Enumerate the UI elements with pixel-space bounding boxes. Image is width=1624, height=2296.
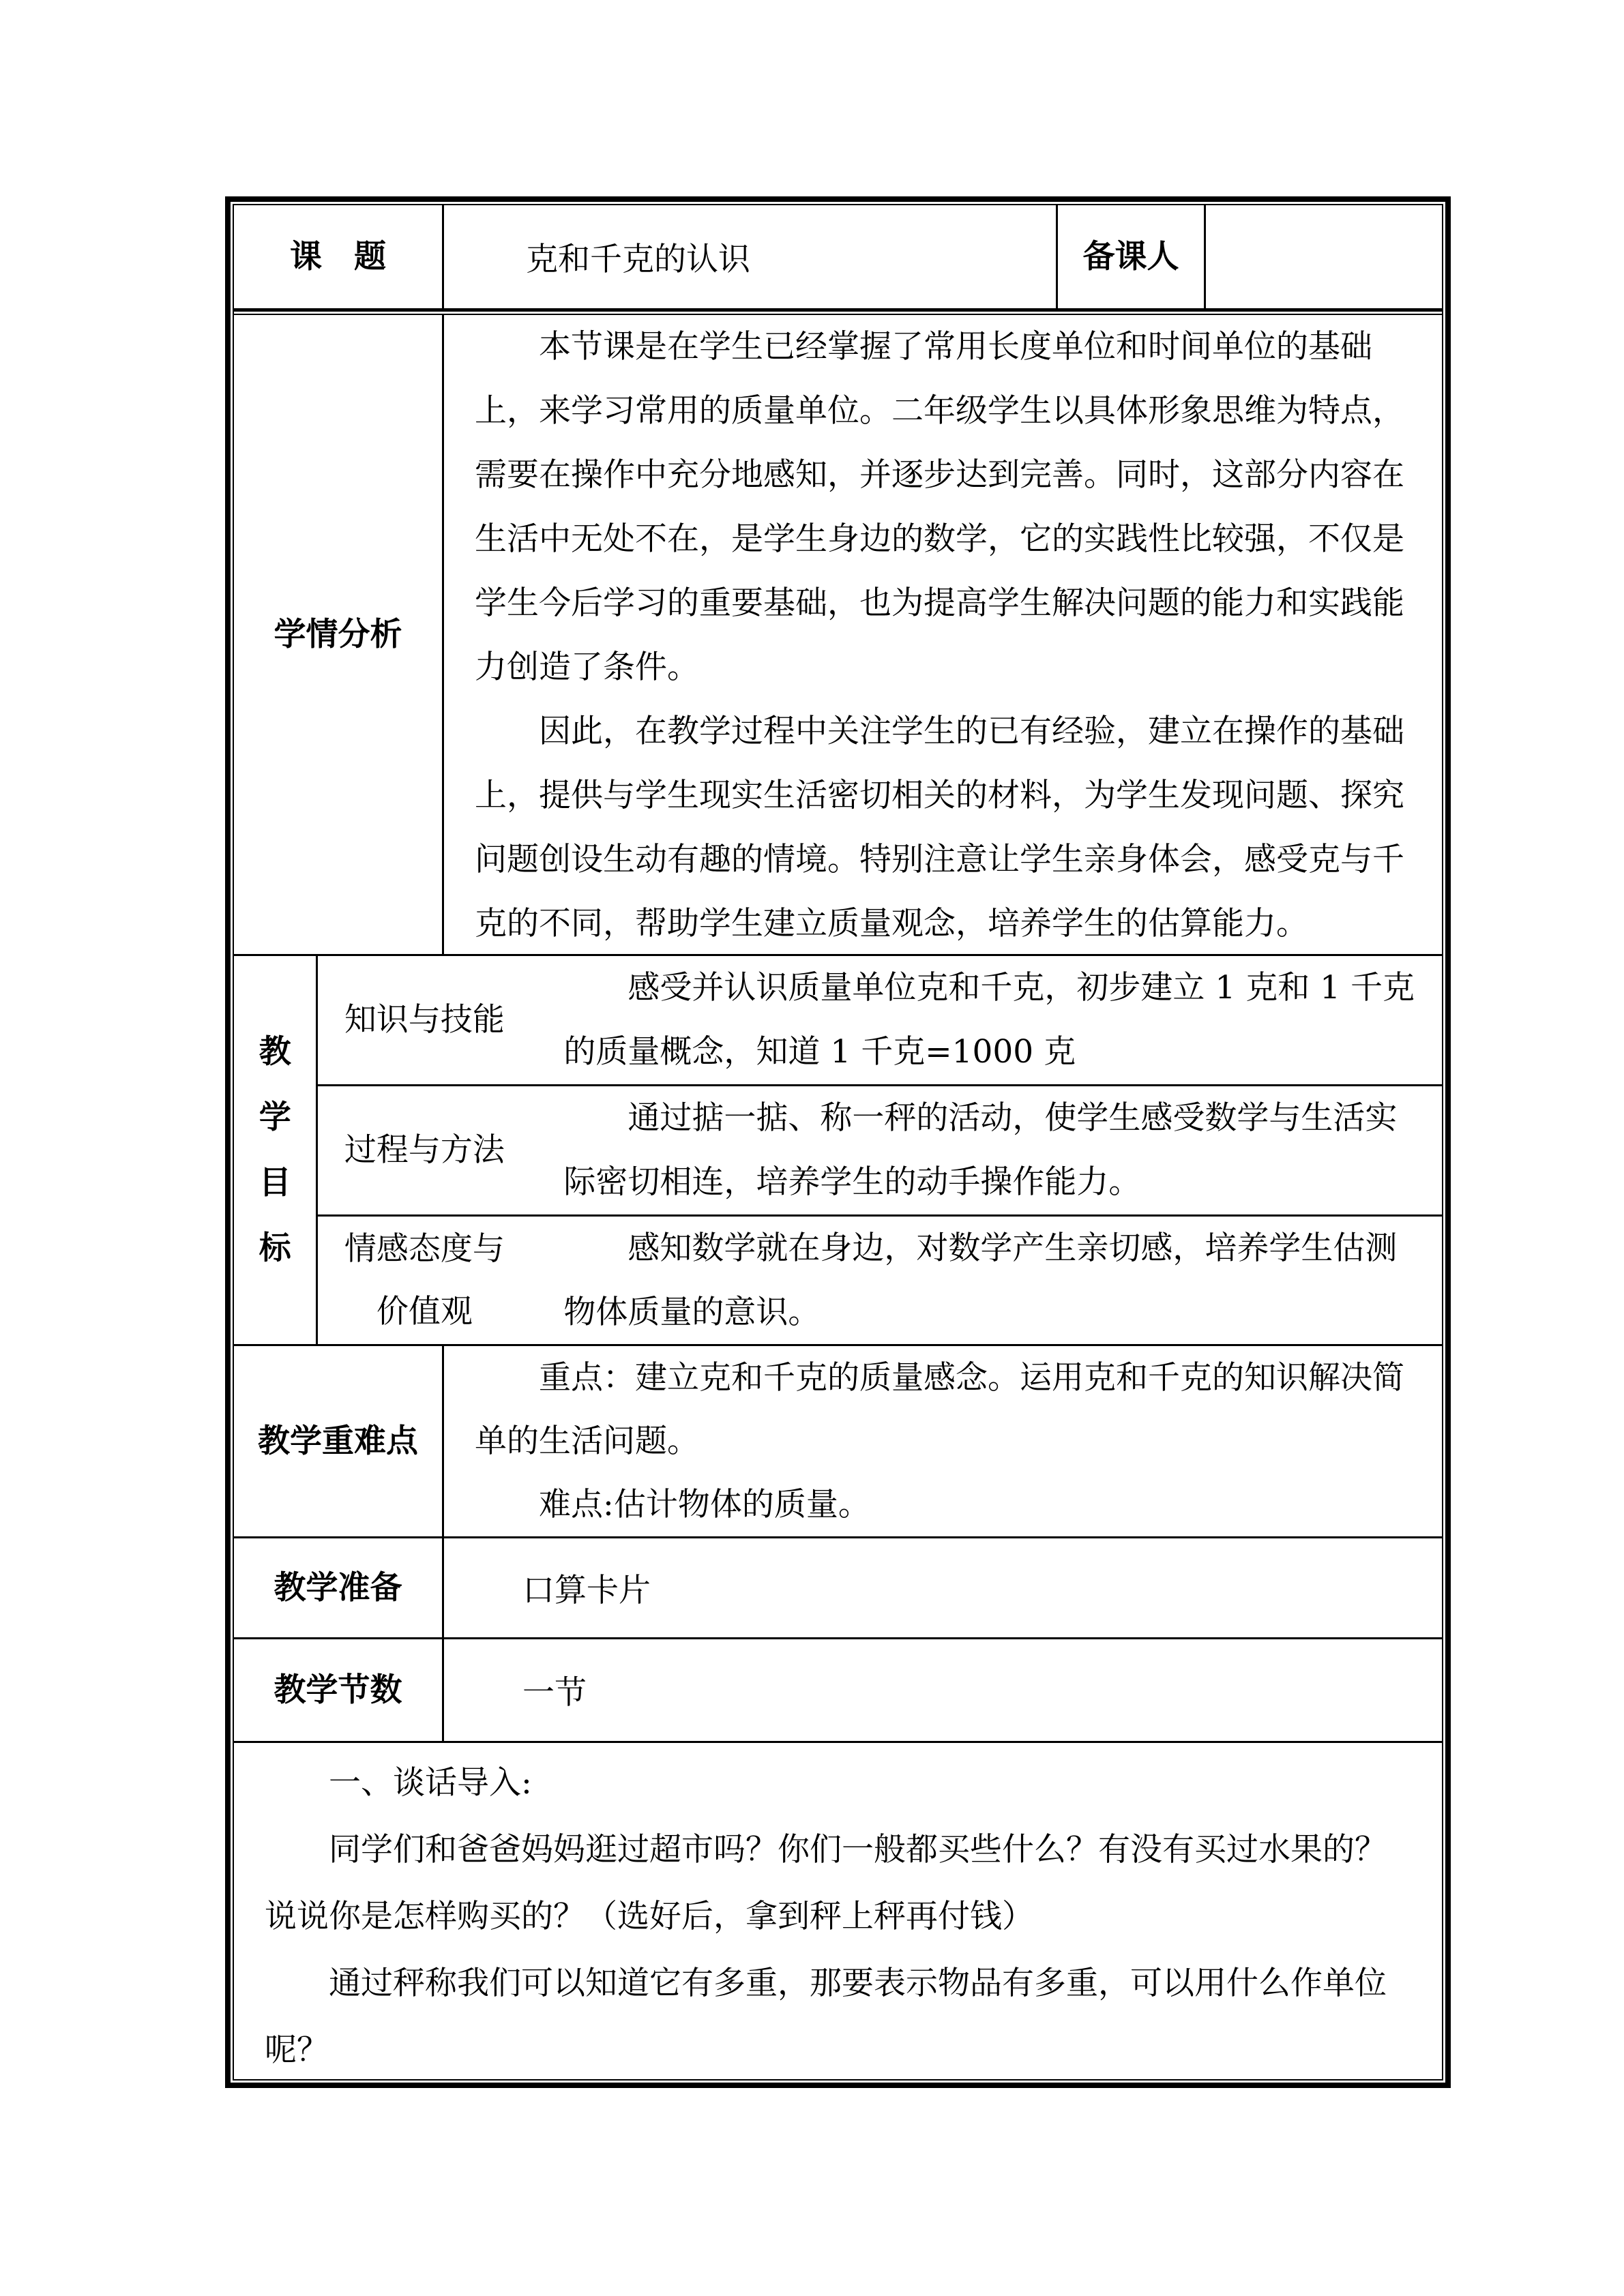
learner-analysis-line: 上，来学习常用的质量单位。二年级学生以具体形象思维为特点，: [475, 392, 1404, 430]
objective-content-line: 感知数学就在身边，对数学产生亲切感，培养学生估测: [628, 1229, 1398, 1267]
objective-label-line: 情感态度与: [344, 1230, 505, 1268]
row-learner-analysis: [234, 315, 1442, 956]
key-points-line: 难点:估计物体的质量。: [539, 1486, 870, 1523]
topic-value: 克和千克的认识: [444, 205, 1058, 308]
objective-label: [318, 1086, 531, 1214]
learner-analysis-line: 上，提供与学生现实生活密切相关的材料，为学生发现问题、探究: [475, 777, 1404, 814]
learner-analysis-line: 因此，在教学过程中关注学生的已有经验，建立在操作的基础: [539, 713, 1404, 750]
objective-label-line: 知识与技能: [344, 1001, 505, 1039]
lesson-intro-line: 说说你是怎样购买的？（选好后，拿到秤上秤再付钱）: [265, 1898, 1034, 1935]
teaching-objectives-label-char: 学: [259, 1098, 291, 1136]
objective-content-line: 物体质量的意识。: [563, 1294, 821, 1331]
row-lesson-intro: [234, 1743, 1442, 2084]
objective-row-process-method: [318, 1086, 1442, 1217]
objective-content: [531, 956, 1442, 1084]
lesson-intro-content: [234, 1743, 1442, 2084]
objective-content-line: 通过掂一掂、称一秤的活动，使学生感受数学与生活实: [628, 1099, 1398, 1137]
learner-analysis-line: 力创造了条件。: [475, 648, 699, 686]
objective-content-line: 感受并认识质量单位克和千克，初步建立 1 克和 1 千克: [628, 969, 1415, 1007]
objective-content-line: 际密切相连，培养学生的动手操作能力。: [563, 1163, 1141, 1201]
teaching-objectives-rows: [318, 956, 1442, 1344]
key-points-label: 教学重难点: [234, 1346, 444, 1536]
row-topic: [234, 205, 1442, 312]
row-teaching-objectives: [234, 956, 1442, 1346]
objective-row-knowledge-skills: [318, 956, 1442, 1086]
objective-row-emotion-values: [318, 1217, 1442, 1345]
learner-analysis-line: 问题创设生动有趣的情境。特别注意让学生亲身体会，感受克与千: [475, 841, 1404, 878]
row-sessions: [234, 1639, 1442, 1743]
key-points-content: [444, 1346, 1442, 1536]
objective-content: [531, 1086, 1442, 1214]
learner-analysis-line: 生活中无处不在，是学生身边的数学，它的实践性比较强，不仅是: [475, 520, 1404, 558]
learner-analysis-label: 学情分析: [234, 315, 444, 954]
objective-label: [318, 1217, 531, 1345]
sessions-label: 教学节数: [234, 1639, 444, 1741]
preparer-value: [1206, 205, 1442, 308]
learner-analysis-line: 本节课是在学生已经掌握了常用长度单位和时间单位的基础: [539, 328, 1372, 366]
lesson-intro-line: 呢？: [265, 2031, 329, 2069]
teaching-objectives-label: [234, 956, 318, 1344]
topic-label: 课 题: [234, 205, 444, 308]
lesson-plan-table: [225, 196, 1451, 2088]
lesson-intro-line: 一、谈话导入:: [329, 1764, 532, 1802]
lesson-plan-table-inner: [233, 204, 1443, 2081]
preparer-label: 备课人: [1058, 205, 1206, 308]
learner-analysis-line: 需要在操作中充分地感知，并逐步达到完善。同时，这部分内容在: [475, 456, 1404, 494]
objective-content: [531, 1217, 1442, 1345]
learner-analysis-line: 克的不同，帮助学生建立质量观念，培养学生的估算能力。: [475, 905, 1308, 942]
objective-label-line: 价值观: [376, 1293, 473, 1330]
lesson-intro-line: 通过秤称我们可以知道它有多重，那要表示物品有多重，可以用什么作单位: [329, 1965, 1387, 2002]
sessions-value: 一节: [522, 1674, 587, 1712]
teaching-objectives-label-char: 教: [259, 1032, 291, 1071]
preparation-value: 口算卡片: [522, 1572, 651, 1609]
objective-content-line: 的质量概念，知道 1 千克=1000 克: [563, 1033, 1076, 1071]
learner-analysis-content: [444, 315, 1442, 954]
row-key-points: [234, 1346, 1442, 1538]
row-preparation: [234, 1538, 1442, 1639]
objective-label: [318, 956, 531, 1084]
preparation-label: 教学准备: [234, 1538, 444, 1637]
lesson-intro-line: 同学们和爸爸妈妈逛过超市吗？你们一般都买些什么？有没有买过水果的？: [329, 1831, 1387, 1868]
key-points-line: 重点：建立克和千克的质量感念。运用克和千克的知识解决简: [539, 1359, 1404, 1397]
teaching-objectives-label-char: 目: [259, 1163, 291, 1202]
teaching-objectives-label-char: 标: [259, 1229, 291, 1267]
objective-label-line: 过程与方法: [344, 1131, 505, 1169]
key-points-line: 单的生活问题。: [475, 1422, 699, 1460]
learner-analysis-line: 学生今后学习的重要基础，也为提高学生解决问题的能力和实践能: [475, 584, 1404, 622]
